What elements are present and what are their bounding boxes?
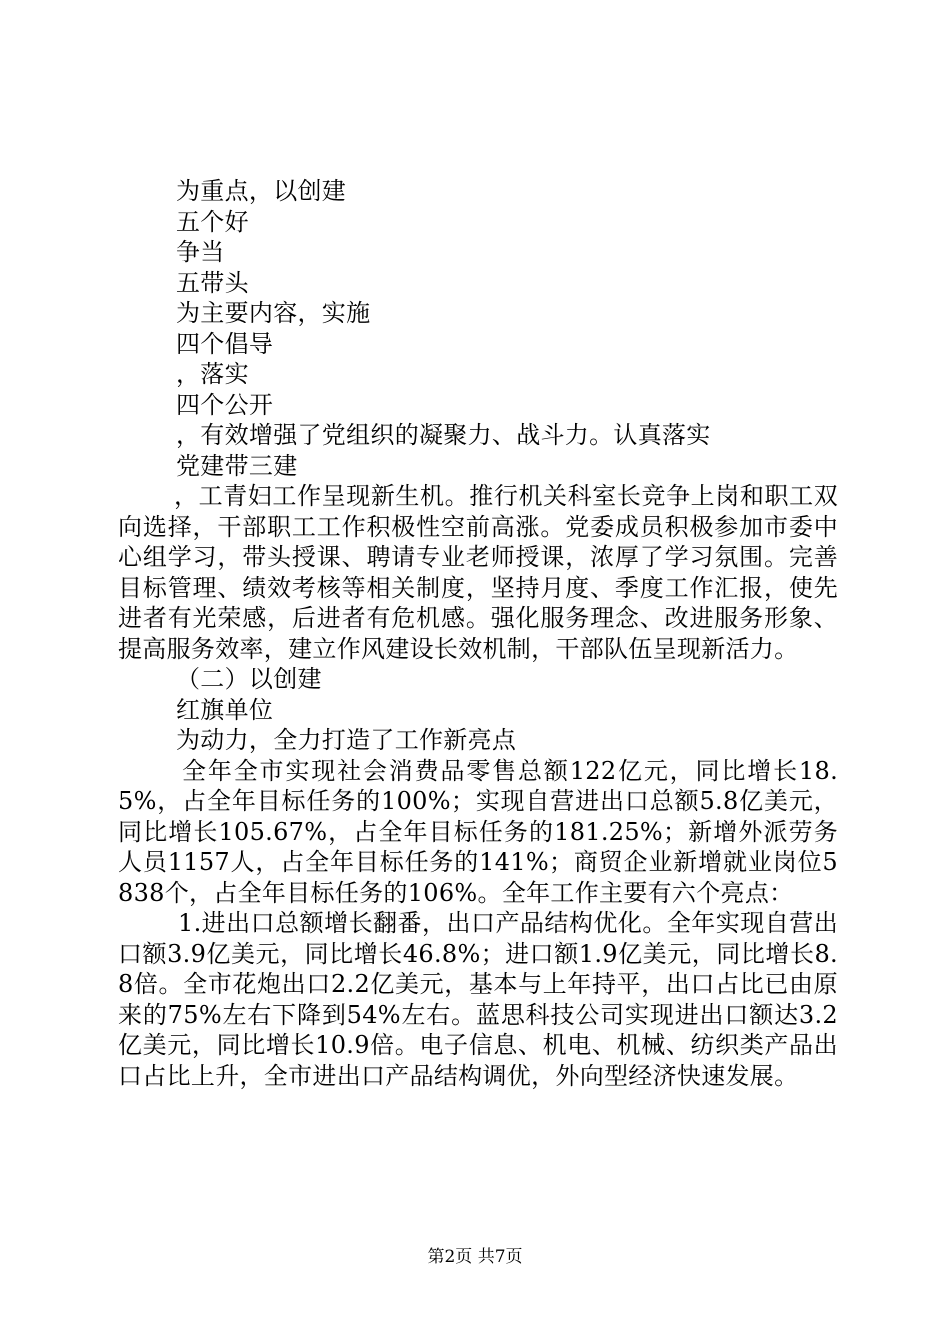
text-line: 四个倡导	[176, 329, 274, 358]
text-line: 争当	[176, 238, 225, 266]
text-line: 五个好	[176, 207, 249, 236]
paragraph-work-style: ，工青妇工作呈现新生机。推行机关科室长竞争上岗和职工双向选择，干部职工工作积极性空前高涨。党委成员积极参加市委中心组学习，带头授课、聘请专业老师授课，浓厚了学习氛围。完善目标管理、绩效考核等相关制度，坚持月度、季度工作汇报，使先进者有光荣感，后进者有危机感。强化服务理念、改进服务形象、提高服务效率，建立作风建设长效机制，干部队伍呈现新活力。	[118, 482, 838, 663]
text-line: 党建带三建	[176, 451, 298, 480]
text-line: 五带头	[176, 268, 249, 297]
text-line: ，有效增强了党组织的凝聚力、战斗力。认真落实	[176, 421, 711, 449]
paragraph-annual-summary: 全年全市实现社会消费品零售总额122亿元，同比增长18.5%，占全年目标任务的100%；实现自营进出口总额5.8亿美元，同比增长105.67%，占全年目标任务的181.25%；新增外派劳务人员1157人，占全年目标任务的141%；商贸企业新增就业岗位5838个，占全年目标任务的106%。全年工作主要有六个亮点：	[118, 756, 838, 907]
text-line: 红旗单位	[176, 695, 274, 724]
page-number-footer: 第2页 共7页	[427, 1247, 523, 1267]
text-line: 为重点，以创建	[176, 177, 347, 205]
text-line: 为主要内容，实施	[176, 299, 371, 327]
section-heading: （二）以创建	[176, 665, 322, 693]
text-line: ，落实	[176, 360, 249, 388]
text-line: 为动力，全力打造了工作新亮点	[176, 726, 517, 754]
document-body	[118, 176, 838, 1091]
paragraph-highlight-1: 1.进出口总额增长翻番，出口产品结构优化。全年实现自营出口额3.9亿美元，同比增长46.8%；进口额1.9亿美元，同比增长8.8倍。全市花炮出口2.2亿美元，基本与上年持平，出口占比已由原来的75%左右下降到54%左右。蓝思科技公司实现进出口额达3.2亿美元，同比增长10.9倍。电子信息、机电、机械、纺织类产品出口占比上升，全市进出口产品结构调优，外向型经济快速发展。	[118, 909, 838, 1090]
text-line: 四个公开	[176, 390, 274, 419]
